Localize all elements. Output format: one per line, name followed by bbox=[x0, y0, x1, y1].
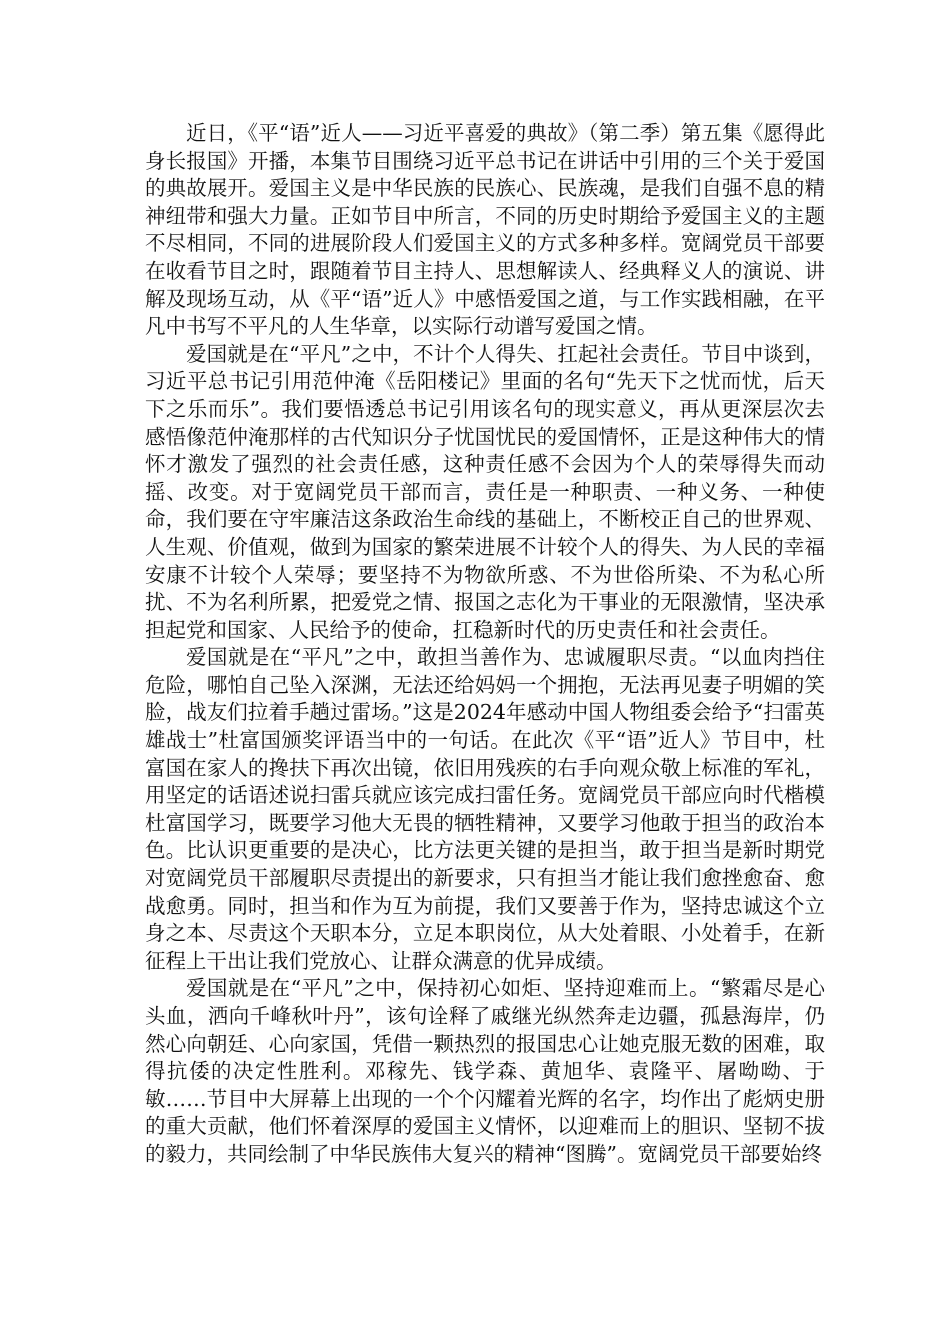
document-body bbox=[145, 120, 825, 1169]
paragraph-aspiration: 爱国就是在“平凡”之中，保持初心如炬、坚持迎难而上。“繁霜尽是心头血，洒向千峰秋叶丹”，该句诠释了戚继光纵然奔走边疆，孤悬海岸，仍然心向朝廷、心向家国，凭借一颗热烈的报国忠心让她克服无数的困难，取得抗倭的决定性胜利。邓稼先、钱学森、黄旭华、袁隆平、屠呦呦、于敏……节目中大屏幕上出现的一个个闪耀着光辉的名字，均作出了彪炳史册的重大贡献，他们怀着深厚的爱国主义情怀，以迎难而上的胆识、坚韧不拔的毅力，共同绘制了中华民族伟大复兴的精神“图腾”。宽阔党员干部要始终 bbox=[145, 976, 825, 1166]
paragraph-duty: 爱国就是在“平凡”之中，敢担当善作为、忠诚履职尽责。“以血肉挡住危险，哪怕自己坠入深渊，无法还给妈妈一个拥抱，无法再见妻子明媚的笑脸，战友们拉着手趟过雷场。”这是2024年感动中国人物组委会给予“扫雷英雄战士”杜富国颁奖评语当中的一句话。在此次《平“语”近人》节目中，杜富国在家人的搀扶下再次出镜，依旧用残疾的右手向观众敬上标准的军礼，用坚定的话语述说扫雷兵就应该完成扫雷任务。宽阔党员干部应向时代楷模杜富国学习，既要学习他大无畏的牺牲精神，又要学习他敢于担当的政治本色。比认识更重要的是决心，比方法更关键的是担当，敢于担当是新时期党对宽阔党员干部履职尽责提出的新要求，只有担当才能让我们愈挫愈奋、愈战愈勇。同时，担当和作为互为前提，我们又要善于作为，坚持忠诚这个立身之本、尽责这个天职本分，立足本职岗位，从大处着眼、小处着手，在新征程上干出让我们党放心、让群众满意的优异成绩。 bbox=[145, 645, 825, 973]
paragraph-responsibility: 爱国就是在“平凡”之中，不计个人得失、扛起社会责任。节目中谈到，习近平总书记引用范仲淹《岳阳楼记》里面的名句“先天下之忧而忧，后天下之乐而乐”。我们要悟透总书记引用该名句的现实意义，再从更深层次去感悟像范仲淹那样的古代知识分子忧国忧民的爱国情怀，正是这种伟大的情怀才激发了强烈的社会责任感，这种责任感不会因为个人的荣辱得失而动摇、改变。对于宽阔党员干部而言，责任是一种职责、一种义务、一种使命，我们要在守牢廉洁这条政治生命线的基础上，不断校正自己的世界观、人生观、价值观，做到为国家的繁荣进展不计较个人的得失、为人民的幸福安康不计较个人荣辱；要坚持不为物欲所惑、不为世俗所染、不为私心所扰、不为名利所累，把爱党之情、报国之志化为干事业的无限激情，坚决承担起党和国家、人民给予的使命，扛稳新时代的历史责任和社会责任。 bbox=[145, 341, 825, 642]
paragraph-intro: 近日，《平“语”近人——习近平喜爱的典故》（第二季）第五集《愿得此身长报国》开播，本集节目围绕习近平总书记在讲话中引用的三个关于爱国的典故展开。爱国主义是中华民族的民族心、民族魂，是我们自强不息的精神纽带和强大力量。正如节目中所言，不同的历史时期给予爱国主义的主题不尽相同，不同的进展阶段人们爱国主义的方式多种多样。宽阔党员干部要在收看节目之时，跟随着节目主持人、思想解读人、经典释义人的演说、讲解及现场互动，从《平“语”近人》中感悟爱国之道，与工作实践相融，在平凡中书写不平凡的人生华章，以实际行动谱写爱国之情。 bbox=[145, 121, 825, 339]
